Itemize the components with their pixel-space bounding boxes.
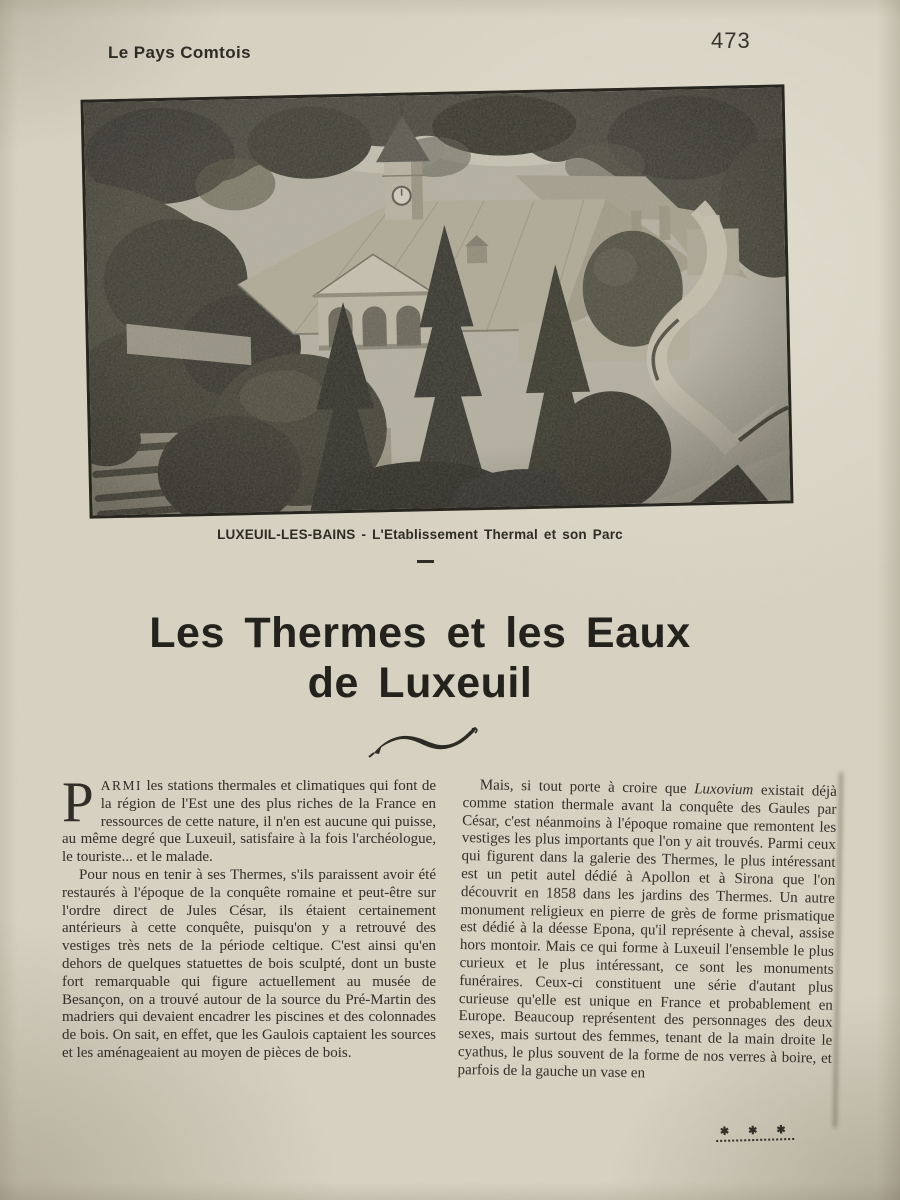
continuation-mark: ✱ ✱ ✱: [716, 1125, 794, 1142]
page-number: 473: [711, 28, 751, 53]
paragraph-3: [457, 777, 836, 1086]
photo-thermal-establishment: [81, 84, 794, 518]
left-column: [62, 771, 436, 1080]
latin-place-name: Luxovium: [694, 781, 754, 799]
title-line-1: Les Thermes et les Eaux: [149, 609, 691, 657]
halftone-photo-art: [84, 87, 791, 515]
article-body: [62, 771, 838, 1082]
paragraph-1: [62, 771, 436, 867]
journal-title: Le Pays Comtois: [108, 43, 251, 62]
text-run: les stations thermales et climatiques qui font de la région de l'Est une des plus riches de la France en ressources de cette nature, il n'en est aucune qui puisse, au même degré que Luxeuil, satisfaire à la fois l'archéologue, le touriste... et le malade.: [62, 778, 436, 866]
swash-ornament-icon: [368, 725, 484, 759]
right-column: [457, 777, 837, 1082]
paragraph-2: Pour nous en tenir à ses Thermes, s'ils paraissent avoir été restaurés à l'époque de la conquête romaine et peut-être sur l'ordre direct de Jules César, ils étaient certainement antérieurs à cette conquête, puisqu'on y a retrouvé des vestiges très nets de la période celtique. C'est ainsi qu'en dehors de quelques statuettes de bois sculpté, dont un buste fort remarquable qui figure actuellement au musée de Besançon, on a trouvé autour de la source du Pré-Martin des madriers qui devaient encadrer les piscines et des colonnades de bois. On sait, en effet, que les Gaulois captaient les sources et les aménageaient au moyen de pièces de bois.: [62, 866, 436, 1061]
drop-cap: P: [62, 771, 94, 834]
lead-word: ARMI: [100, 778, 142, 793]
title-line-2: de Luxeuil: [307, 659, 533, 707]
photo-caption: LUXEUIL-LES-BAINS - L'Etablissement Thermal et son Parc: [217, 527, 623, 542]
text-run: Mais, si tout porte à croire que: [479, 777, 695, 798]
article-title: [70, 608, 770, 708]
text-run: existait déjà comme station thermale avant la conquête des Gaules par César, c'est néanmoins à l'époque romaine que remontent les vestiges les plus importants que l'on y ait trouvés. Parmi ceux qui figurent dans la galerie des Thermes, le plus intéressant est un petit autel dédié à Apollon et à Sirona que l'on découvrit en 1858 dans les jardins des Thermes. Un autre monument religieux en pierre de grès de forme prismatique est dédié à la déesse Epona, qu'il représente à cheval, assise hors montoir. Mais ce qui forme à Luxeuil l'ensemble le plus curieux et le plus intéressant, ce sont les monuments funéraires. Ceux-ci constituent une série d'autant plus curieuse qu'elle est unique en France et probablement en Europe. Beaucoup représentent des personnages des deux sexes, mais surtout des femmes, tenant de la main droite le cyathus, le plus souvent de la forme de nos verres à boire, et parfois de la gauche un vase en: [457, 782, 837, 1082]
divider-dash: [417, 560, 434, 563]
